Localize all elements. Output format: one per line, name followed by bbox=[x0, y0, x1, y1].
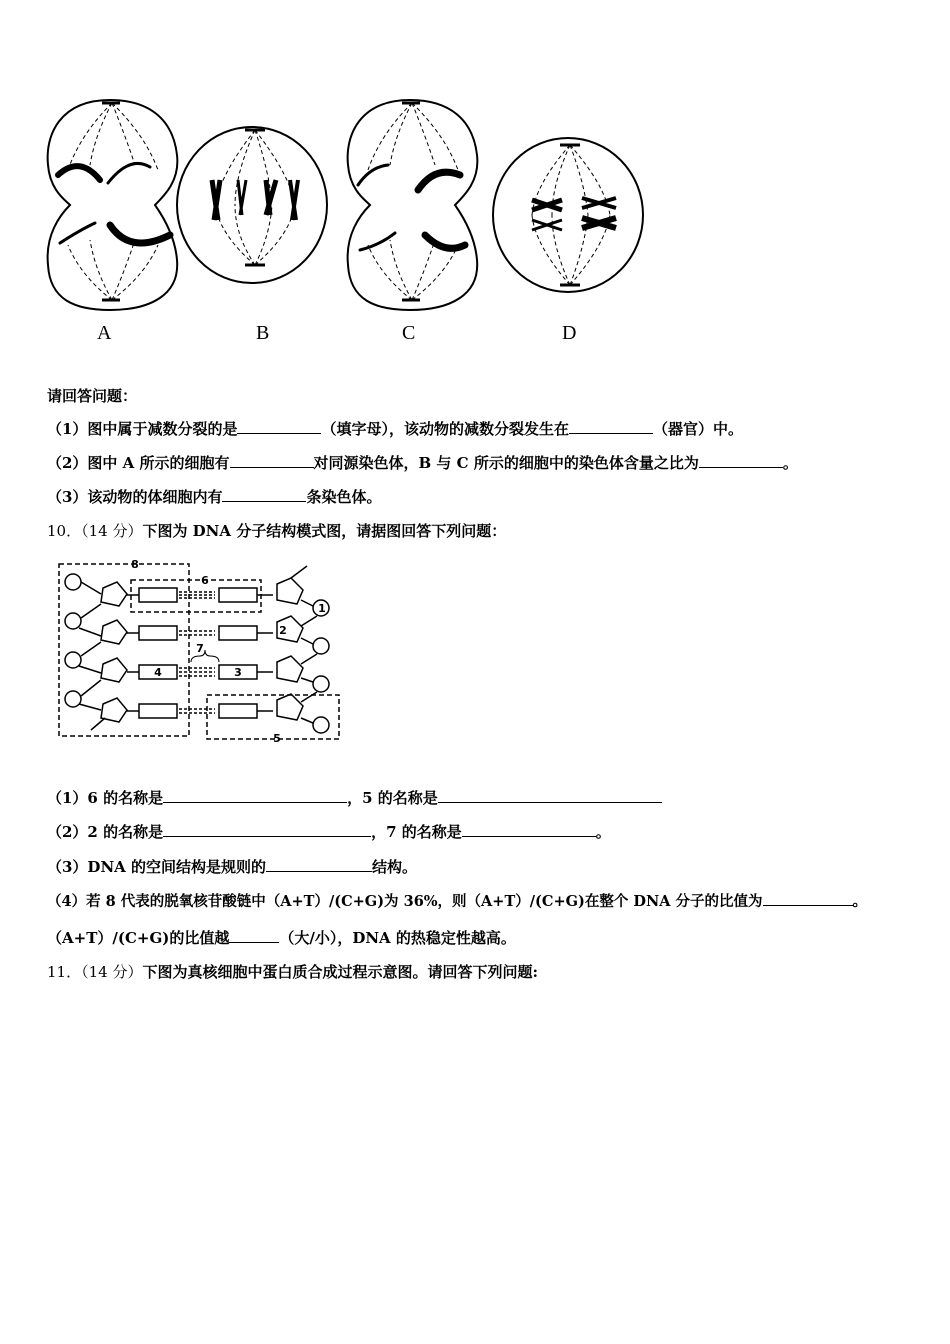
q9-p1-text-b: （填字母），该动物的减数分裂发生在 bbox=[321, 420, 569, 438]
q10-p3-text-a: （3）DNA 的空间结构是规则的 bbox=[47, 858, 267, 876]
q10-p3-text-b: 结构。 bbox=[372, 858, 418, 876]
dna-label-1: 1 bbox=[318, 602, 326, 615]
q9-p2-text-c: 。 bbox=[782, 454, 798, 472]
q11-number: 11． bbox=[47, 963, 82, 981]
q10-p2-text-b: ，7 的名称是 bbox=[371, 823, 462, 841]
q10-p2-blank-2[interactable] bbox=[462, 822, 596, 837]
label-d: D bbox=[562, 322, 577, 344]
q10-number: 10． bbox=[47, 522, 82, 540]
q10-p1-blank-2[interactable] bbox=[438, 788, 662, 803]
q10-p2-blank-1[interactable] bbox=[163, 822, 371, 837]
cell-a-diagram bbox=[48, 100, 178, 310]
label-b: B bbox=[256, 322, 270, 344]
q10-p5-text-a: （A+T）/(C+G)的比值越 bbox=[47, 929, 230, 947]
q10-score: （14 分） bbox=[81, 522, 143, 540]
cell-b-diagram bbox=[177, 127, 327, 283]
q9-part2 bbox=[47, 453, 798, 473]
q9-p2-text-b: 对同源染色体，B 与 C 所示的细胞中的染色体含量之比为 bbox=[313, 454, 699, 472]
q9-part1 bbox=[47, 419, 743, 439]
q11-score: （14 分） bbox=[81, 963, 143, 981]
dna-structure-diagram bbox=[55, 558, 345, 743]
q9-p3-blank-1[interactable] bbox=[222, 487, 306, 502]
label-a: A bbox=[97, 322, 112, 344]
q10-p4-blank-1[interactable] bbox=[763, 891, 853, 906]
label-c: C bbox=[402, 322, 416, 344]
q9-intro: 请回答问题： bbox=[47, 387, 138, 405]
q9-p2-blank-1[interactable] bbox=[230, 453, 314, 468]
dna-label-4: 4 bbox=[154, 666, 162, 679]
q10-part1 bbox=[47, 788, 662, 808]
q10-p4-text-a: （4）若 8 代表的脱氧核苷酸链中（A+T）/(C+G)为 36%，则（A+T）/(C+G)在整个 DNA 分子的比值为 bbox=[47, 893, 763, 910]
q10-p1-text-a: （1）6 的名称是 bbox=[47, 789, 164, 807]
q11-header bbox=[47, 962, 538, 982]
q9-p1-blank-1[interactable] bbox=[237, 419, 321, 434]
q9-p1-text-c: （器官）中。 bbox=[652, 420, 743, 438]
dna-label-7: 7 bbox=[196, 642, 204, 655]
q10-header bbox=[47, 521, 506, 541]
q9-p2-blank-2[interactable] bbox=[699, 453, 783, 468]
cell-c-diagram bbox=[348, 100, 478, 310]
dna-label-2: 2 bbox=[279, 624, 287, 637]
q10-p3-blank-1[interactable] bbox=[266, 857, 372, 872]
dna-label-5: 5 bbox=[273, 732, 281, 743]
q9-p1-text-a: （1）图中属于减数分裂的是 bbox=[47, 420, 238, 438]
q10-title: 下图为 DNA 分子结构模式图，请据图回答下列问题： bbox=[142, 522, 507, 540]
q10-p1-blank-1[interactable] bbox=[163, 788, 347, 803]
dna-label-6: 6 bbox=[201, 574, 209, 587]
cell-d-diagram bbox=[493, 138, 643, 292]
q9-p3-text-b: 条染色体。 bbox=[306, 488, 382, 506]
q10-p2-text-c: 。 bbox=[595, 823, 611, 841]
dna-label-3: 3 bbox=[234, 666, 242, 679]
q9-p1-blank-2[interactable] bbox=[569, 419, 653, 434]
q10-p1-text-b: ，5 的名称是 bbox=[347, 789, 438, 807]
q10-p4-text-b: 。 bbox=[852, 893, 868, 910]
q10-p5-blank-1[interactable] bbox=[229, 928, 279, 943]
q9-part3 bbox=[47, 487, 381, 507]
cell-division-figure bbox=[40, 95, 650, 350]
q11-title: 下图为真核细胞中蛋白质合成过程示意图。请回答下列问题: bbox=[142, 963, 538, 981]
q9-p2-text-a: （2）图中 A 所示的细胞有 bbox=[47, 454, 230, 472]
q10-part3 bbox=[47, 857, 417, 877]
q10-part4 bbox=[47, 891, 867, 912]
q9-p3-text-a: （3）该动物的体细胞内有 bbox=[47, 488, 223, 506]
dna-label-8: 8 bbox=[131, 558, 139, 571]
q10-part2 bbox=[47, 822, 611, 842]
q10-p5-text-b: （大/小），DNA 的热稳定性越高。 bbox=[279, 929, 516, 947]
q10-part5 bbox=[47, 928, 516, 948]
q10-p2-text-a: （2）2 的名称是 bbox=[47, 823, 164, 841]
